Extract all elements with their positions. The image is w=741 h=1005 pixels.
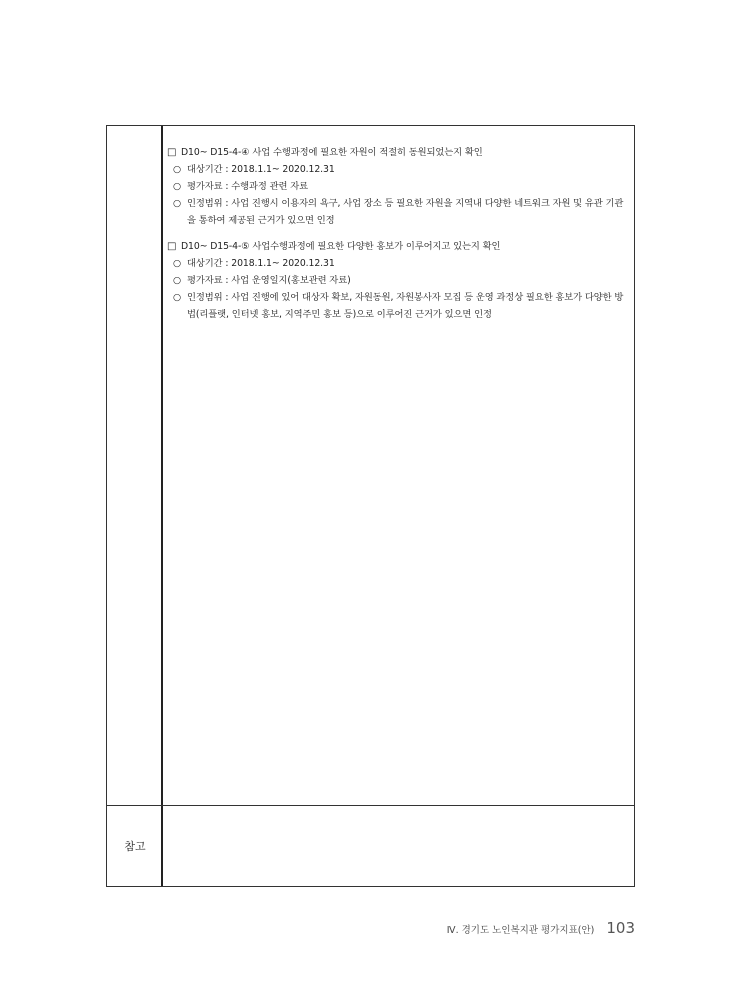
criterion-item-materials	[167, 178, 630, 195]
evaluation-table	[106, 125, 635, 887]
criterion-block-5	[167, 238, 630, 323]
circle-bullet-icon: ○	[173, 181, 182, 192]
circle-bullet-icon: ○	[173, 164, 182, 175]
page-footer	[447, 919, 635, 937]
chapter-title: Ⅳ. 경기도 노인복지관 평가지표(안)	[446, 925, 595, 936]
criterion-item-text: 평가자료 : 사업 운영일지(홍보관련 자료)	[187, 275, 351, 286]
criterion-item-text: 대상기간 : 2018.1.1~ 2020.12.31	[187, 164, 335, 175]
row-divider	[107, 805, 634, 806]
criterion-heading	[167, 144, 630, 161]
criterion-item-scope	[167, 289, 630, 323]
criterion-item-text: 인정범위 : 사업 진행에 있어 대상자 확보, 자원동원, 자원봉사자 모집 등 운영 과정상 필요한 홍보가 다양한 방법(리플랫, 인터넷 홍보, 지역주민 홍보 등)으로 이루어진 근거가 있으면 인정	[187, 292, 624, 320]
criterion-item-scope	[167, 195, 630, 229]
criterion-heading	[167, 238, 630, 255]
circle-bullet-icon: ○	[173, 275, 182, 286]
criterion-item-text: 인정범위 : 사업 진행시 이용자의 욕구, 사업 장소 등 필요한 자원을 지역내 다양한 네트워크 자원 및 유관 기관을 통하여 제공된 근거가 있으면 인정	[187, 198, 624, 226]
circle-bullet-icon: ○	[173, 198, 182, 209]
criterion-item-text: 대상기간 : 2018.1.1~ 2020.12.31	[187, 258, 335, 269]
criterion-block-4	[167, 144, 630, 229]
page-number: 103	[606, 919, 635, 937]
criterion-heading-text: D10~ D15-4-④ 사업 수행과정에 필요한 자원이 적절히 동원되었는지 확인	[181, 147, 483, 158]
criterion-item-materials	[167, 272, 630, 289]
label-column	[107, 126, 163, 886]
circle-bullet-icon: ○	[173, 258, 182, 269]
checkbox-square-icon: □	[167, 147, 177, 158]
checkbox-square-icon: □	[167, 241, 177, 252]
circle-bullet-icon: ○	[173, 292, 182, 303]
criteria-content	[167, 144, 630, 332]
criterion-item-text: 평가자료 : 수행과정 관련 자료	[187, 181, 309, 192]
criterion-heading-text: D10~ D15-4-⑤ 사업수행과정에 필요한 다양한 홍보가 이루어지고 있는지 확인	[181, 241, 501, 252]
criterion-item-period	[167, 255, 630, 272]
criterion-item-period	[167, 161, 630, 178]
reference-label: 참고	[124, 840, 146, 853]
